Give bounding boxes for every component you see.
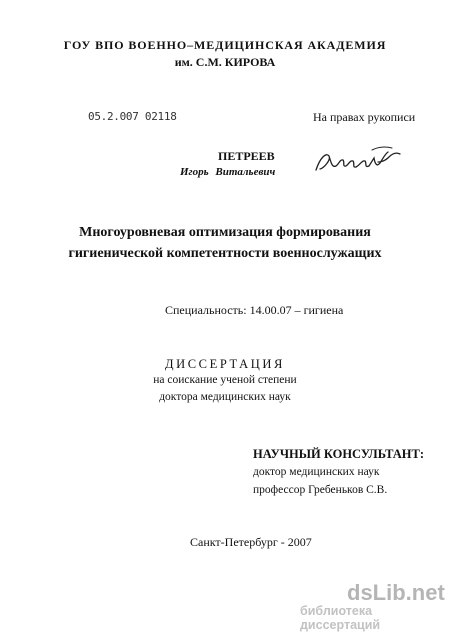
dissertation-title-line-2: гигиенической компетентности военнослужащих [68, 246, 382, 261]
degree-purpose: на соискание ученой степени [153, 374, 297, 386]
dissertation-title-line-1: Многоуровневая оптимизация формирования [79, 225, 371, 240]
specialty: Специальность: 14.00.07 – гигиена [165, 303, 344, 317]
city-year: Санкт-Петербург - 2007 [190, 535, 312, 549]
dissertation-heading: ДИССЕРТАЦИЯ [164, 357, 285, 371]
author-first-patronymic: Игорь Витальевич [180, 166, 276, 178]
registry-stamp: 05.2.007 02118 [88, 110, 177, 123]
degree-name: доктора медицинских наук [159, 391, 291, 403]
consultant-name: профессор Гребеньков С.В. [253, 484, 388, 496]
organization-named-after: им. С.М. КИРОВА [174, 55, 276, 69]
manuscript-rights-note: На правах рукописи [313, 110, 416, 124]
consultant-degree: доктор медицинских наук [253, 466, 380, 478]
author-last-name: ПЕТРЕЕВ [218, 149, 275, 163]
watermark-logo: dsLib.net [347, 580, 445, 605]
author-signature [312, 140, 407, 180]
watermark-subtitle: библиотека диссертаций [300, 604, 381, 632]
consultant-heading: НАУЧНЫЙ КОНСУЛЬТАНТ: [253, 447, 425, 461]
organization-name: ГОУ ВПО ВОЕННО–МЕДИЦИНСКАЯ АКАДЕМИЯ [63, 38, 387, 52]
